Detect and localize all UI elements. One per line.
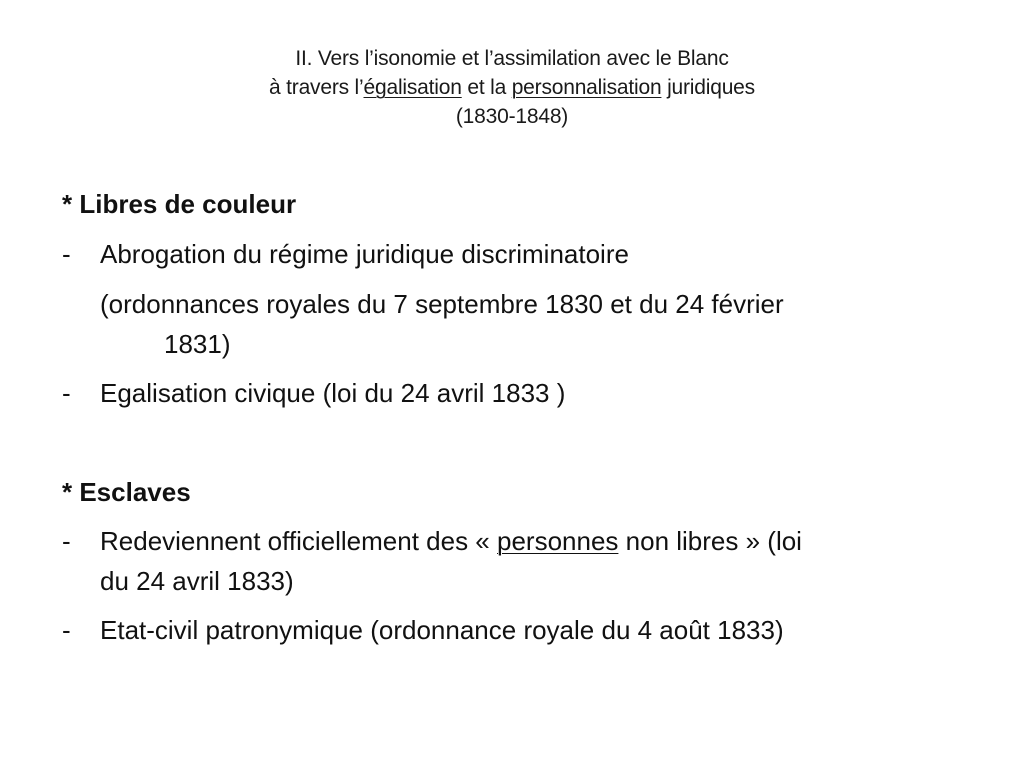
list-item-text: Egalisation civique (loi du 24 avril 1833 ) <box>100 378 566 408</box>
list-item-redeviennent-line-2: du 24 avril 1833) <box>100 566 294 596</box>
title-line-1: II. Vers l’isonomie et l’assimilation avec le Blanc <box>295 47 729 70</box>
note-ordonnances-line-1: (ordonnances royales du 7 septembre 1830 et du 24 février <box>100 289 784 319</box>
bullet-dash: - <box>62 378 71 408</box>
bullet-dash: - <box>62 526 71 556</box>
section-heading-esclaves: * Esclaves <box>62 477 191 507</box>
title-underlined-egalisation: égalisation <box>363 76 462 99</box>
slide-title <box>62 44 962 131</box>
title-line-3: (1830-1848) <box>455 105 569 128</box>
note-ordonnances-line-2: 1831) <box>164 329 231 359</box>
list-item-text: Abrogation du régime juridique discriminatoire <box>100 239 629 269</box>
title-line-2-end: juridiques <box>661 76 755 99</box>
list-item-text-end: non libres » (loi <box>618 526 802 556</box>
bullet-dash: - <box>62 615 71 645</box>
bullet-dash: - <box>62 239 71 269</box>
title-underlined-personnalisation: personnalisation <box>511 76 662 99</box>
underlined-personnes: personnes <box>497 526 619 556</box>
list-item-text-start: Redeviennent officiellement des « <box>100 526 497 556</box>
list-item-text: Etat-civil patronymique (ordonnance royale du 4 août 1833) <box>100 615 784 645</box>
title-line-2-start: à travers l’ <box>269 76 364 99</box>
list-item-text <box>100 523 802 559</box>
title-line-2-middle: et la <box>461 76 512 99</box>
section-heading-libres: * Libres de couleur <box>62 189 297 219</box>
title-line-2 <box>62 73 962 102</box>
